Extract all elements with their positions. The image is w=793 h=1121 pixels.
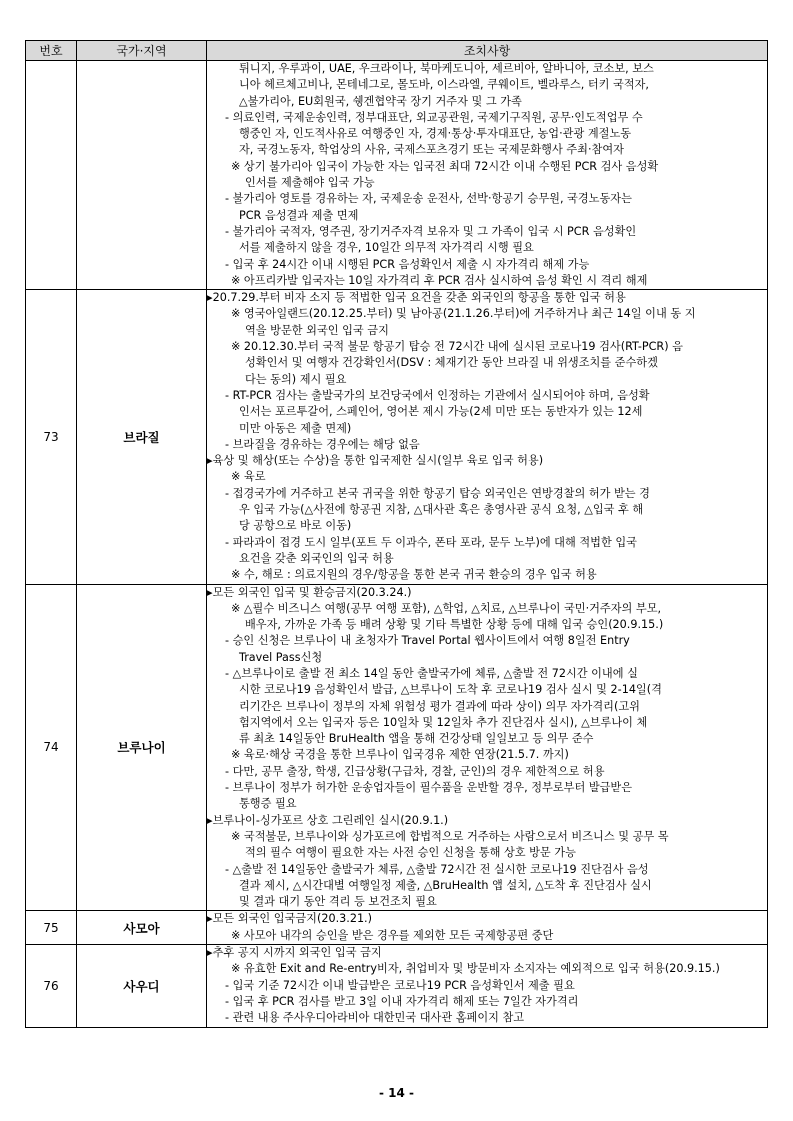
row-number: [26, 61, 77, 290]
measure-line: 적의 필수 여행이 필요한 자는 사전 승인 신청을 통해 상호 방문 가능: [245, 846, 576, 860]
page-number: - 14 -: [378, 1086, 414, 1100]
measure-line: Travel Pass신청: [239, 650, 323, 664]
measure-line: ▸20.7.29.부터 비자 소지 등 적법한 입국 요건을 갖춘 외국인의 항공을 통한 입국 허용: [207, 291, 626, 305]
measure-line: 배우자, 가까운 가족 등 배려 상황 및 기타 특별한 상황 등에 대해 입국 승인(20.9.15.): [245, 618, 664, 632]
row-number: 75: [26, 911, 77, 945]
header-no: 번호: [26, 41, 77, 61]
measure-line: 서를 제출하지 않을 경우, 10일간 의무적 자가격리 시행 필요: [239, 241, 534, 255]
measure-line: △불가리아, EU회원국, 쉥겐협약국 장기 거주자 및 그 가족: [239, 94, 522, 108]
measure-line: ※ 유효한 Exit and Re-entry비자, 취업비자 및 방문비자 소지자는 예외적으로 입국 허용(20.9.15.): [231, 962, 720, 976]
row-country: 브루나이: [77, 584, 207, 911]
row-number: 73: [26, 290, 77, 584]
measure-line: 다는 동의) 제시 필요: [245, 372, 347, 386]
measure-line: ※ 상기 불가리아 입국이 가능한 자는 입국전 최대 72시간 이내 수행된 PCR 검사 음성확: [231, 159, 659, 173]
row-country: 사우디: [77, 945, 207, 1027]
measure-line: - RT-PCR 검사는 출발국가의 보건당국에서 인정하는 기관에서 실시되어야 하며, 음성확: [225, 388, 650, 402]
row-measures: [207, 61, 768, 290]
measure-line: ※ 사모아 내각의 승인을 받은 경우를 제외한 모든 국제항공편 중단: [231, 928, 554, 942]
measure-line: ※ 육로: [231, 470, 266, 484]
measure-line: ▸모든 외국인 입국금지(20.3.21.): [207, 912, 372, 926]
table-row: [26, 290, 768, 584]
header-country: 국가·지역: [77, 41, 207, 61]
row-number: 76: [26, 945, 77, 1027]
row-country: 사모아: [77, 911, 207, 945]
table-row: [26, 945, 768, 1027]
measure-line: PCR 음성결과 제출 면제: [239, 208, 359, 222]
measure-line: - 입국 후 24시간 이내 시행된 PCR 음성확인서 제출 시 자가격리 해제 가능: [225, 257, 590, 271]
measure-line: - 파라과이 접경 도시 일부(포트 두 이과수, 폰타 포라, 문두 노부)에 대해 적법한 입국: [225, 535, 637, 549]
measure-line: ▸육상 및 해상(또는 수상)을 통한 입국제한 실시(일부 육로 입국 허용): [207, 454, 544, 468]
measure-line: ※ △필수 비즈니스 여행(공무 여행 포함), △학업, △치료, △브루나이 국민·거주자의 부모,: [231, 601, 662, 615]
row-measures: [207, 911, 768, 945]
measure-line: 미만 아동은 제출 면제): [239, 421, 352, 435]
measure-line: - 의료인력, 국제운송인력, 정부대표단, 외교공관원, 국제기구직원, 공무·인도적업무 수: [225, 110, 643, 124]
measure-line: ※ 20.12.30.부터 국적 불문 항공기 탑승 전 72시간 내에 실시된 코로나19 검사(RT-PCR) 음: [231, 340, 683, 354]
measure-line: ▸모든 외국인 입국 및 환승금지(20.3.24.): [207, 585, 412, 599]
table-row: [26, 911, 768, 945]
measure-line: 류 최초 14일동안 BruHealth 앱을 통해 건강상태 일일보고 등 의무 준수: [239, 732, 594, 746]
measure-line: - 입국 기준 72시간 이내 발급받은 코로나19 PCR 음성확인서 제출 필요: [225, 978, 575, 992]
measure-line: 자, 국경노동자, 학업상의 사유, 국제스포츠경기 또는 국제문화행사 주최·참여자: [239, 143, 624, 157]
measures-table: [25, 40, 768, 1028]
header-measures: 조치사항: [207, 41, 768, 61]
measure-line: - 브라질을 경유하는 경우에는 해당 없음: [225, 437, 420, 451]
table-row: [26, 61, 768, 290]
measure-line: - 불가리아 국적자, 영주권, 장기거주자격 보유자 및 그 가족이 입국 시 PCR 음성확인: [225, 224, 637, 238]
measure-line: ▸브루나이-싱가포르 상호 그린레인 실시(20.9.1.): [207, 813, 449, 827]
row-number: 74: [26, 584, 77, 911]
measure-line: 시한 코로나19 음성확인서 발급, △브루나이 도착 후 코로나19 검사 실시 및 2-14일(격: [239, 683, 662, 697]
row-measures: [207, 945, 768, 1027]
measure-line: 니아 헤르체고비나, 몬테네그로, 몰도바, 이스라엘, 쿠웨이트, 벨라루스, 터키 국적자,: [239, 78, 649, 92]
row-country: 브라질: [77, 290, 207, 584]
measure-line: 당 공항으로 바로 이동): [239, 519, 352, 533]
measure-line: 통행증 필요: [239, 797, 297, 811]
table-header-row: [26, 41, 768, 61]
measure-line: 튀니지, 우루과이, UAE, 우크라이나, 북마케도니아, 세르비아, 알바니아, 코소보, 보스: [239, 62, 654, 75]
measure-line: ※ 수, 해로 : 의료지원의 경우/항공을 통한 본국 귀국 환승의 경우 입국 허용: [231, 568, 597, 582]
row-country: [77, 61, 207, 290]
measure-line: 결과 제시, △시간대별 여행일정 제출, △BruHealth 앱 설치, △도착 후 진단검사 실시: [239, 878, 652, 892]
measure-line: 요건을 갖춘 외국인의 입국 허용: [239, 551, 394, 565]
measure-line: - △출발 전 14일동안 출발국가 체류, △출발 72시간 전 실시한 코로나19 진단검사 음성: [225, 862, 649, 876]
row-measures: [207, 584, 768, 911]
table-row: [26, 584, 768, 911]
measure-line: - 불가리아 영토를 경유하는 자, 국제운송 운전사, 선박·항공기 승무원, 국경노동자는: [225, 192, 632, 206]
measure-line: 우 입국 가능(△사전에 항공권 지참, △대사관 혹은 총영사관 공식 요청, △입국 후 해: [239, 503, 644, 517]
measure-line: ※ 영국아일랜드(20.12.25.부터) 및 남아공(21.1.26.부터)에 거주하거나 최근 14일 이내 동 지: [231, 307, 696, 321]
measure-line: 성확인서 및 여행자 건강확인서(DSV : 체재기간 동안 브라질 내 위생조치를 준수하겠: [245, 356, 658, 370]
measure-line: 험지역에서 오는 입국자 등은 10일차 및 12일차 추가 진단검사 실시), △브루나이 체: [239, 715, 648, 729]
measure-line: ※ 아프리카발 입국자는 10일 자가격리 후 PCR 검사 실시하여 음성 확인 시 격리 해제: [231, 273, 648, 287]
measure-line: - 브루나이 정부가 허가한 운송업자들이 필수품을 운반할 경우, 정부로부터 발급받은: [225, 781, 633, 795]
row-measures: [207, 290, 768, 584]
measure-line: - 관련 내용 주사우디아라비아 대한민국 대사관 홈페이지 참고: [225, 1011, 525, 1025]
measure-line: - 승인 신청은 브루나이 내 초청자가 Travel Portal 웹사이트에서 여행 8일전 Entry: [225, 634, 630, 648]
measure-line: 인서를 제출해야 입국 가능: [245, 176, 375, 190]
measure-line: ▸추후 공지 시까지 외국인 입국 금지: [207, 946, 382, 960]
measure-line: - 입국 후 PCR 검사를 받고 3일 이내 자가격리 해제 또는 7일간 자가격리: [225, 994, 579, 1008]
measure-line: - 접경국가에 거주하고 본국 귀국을 위한 항공기 탑승 외국인은 연방경찰의 허가 받는 경: [225, 486, 650, 500]
measure-line: - △브루나이로 출발 전 최소 14일 동안 출발국가에 체류, △출발 전 72시간 이내에 실: [225, 666, 638, 680]
measure-line: 및 결과 대기 동안 격리 등 보건조치 필요: [239, 895, 437, 909]
measure-line: 리기간은 브루나이 정부의 자체 위험성 평가 결과에 따라 상이) 의무 자가격리(고위: [239, 699, 640, 713]
measure-line: - 다만, 공무 출장, 학생, 긴급상황(구급차, 경찰, 군인)의 경우 제한적으로 허용: [225, 764, 605, 778]
measure-line: ※ 육로·해상 국경을 통한 브루나이 입국경유 제한 연장(21.5.7. 까지): [231, 748, 569, 762]
measure-line: 인서는 포르투갈어, 스페인어, 영어본 제시 가능(2세 미만 또는 동반자가 있는 12세: [239, 405, 643, 419]
measure-line: ※ 국적불문, 브루나이와 싱가포르에 합법적으로 거주하는 사람으로서 비즈니스 및 공무 목: [231, 829, 669, 843]
measure-line: 역을 방문한 외국인 입국 금지: [245, 323, 389, 337]
measure-line: 행중인 자, 인도적사유로 여행중인 자, 경제·통상·투자대표단, 농업·관광 계절노동: [239, 127, 632, 141]
